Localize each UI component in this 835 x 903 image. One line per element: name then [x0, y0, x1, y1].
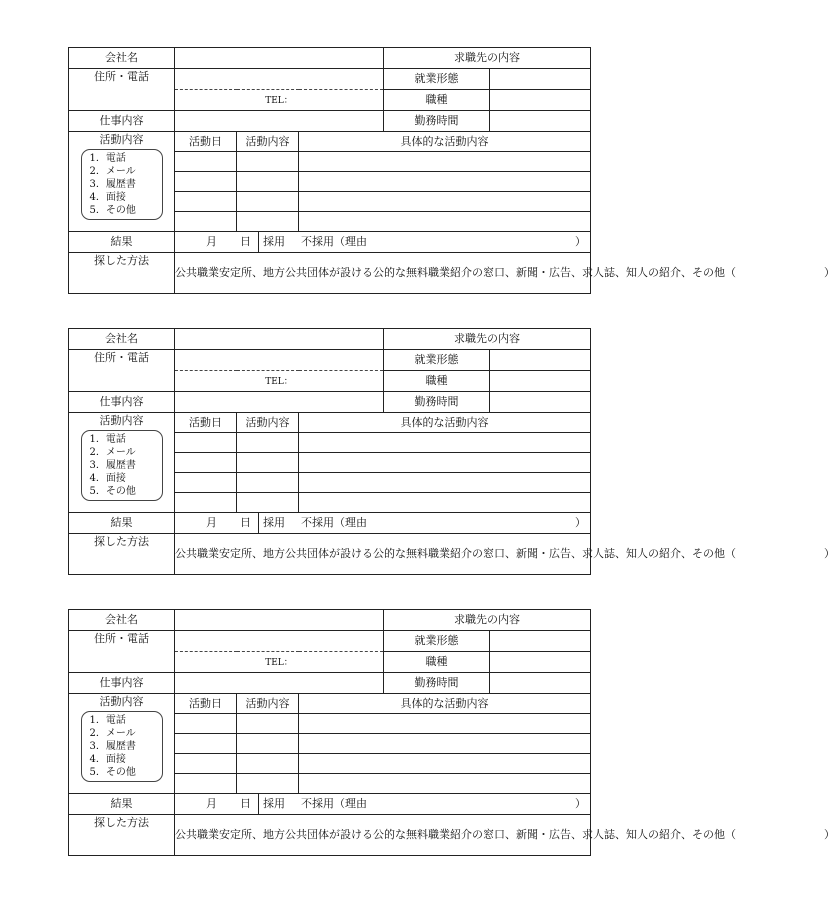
activity-detail-header: 具体的な活動内容 — [299, 694, 591, 714]
activity-date-cell[interactable] — [175, 453, 237, 473]
search-method-label: 探した方法 — [69, 534, 175, 575]
reason-close-paren: ） — [575, 516, 587, 529]
search-method-label: 探した方法 — [69, 815, 175, 856]
tel-label: TEL： — [265, 657, 293, 668]
reason-close-paren: ） — [575, 797, 587, 810]
activity-date-cell[interactable] — [175, 152, 237, 172]
result-field[interactable] — [175, 513, 591, 534]
activity-type-cell[interactable] — [237, 212, 299, 232]
employment-type-field[interactable] — [490, 69, 591, 90]
activity-detail-cell[interactable] — [299, 714, 591, 734]
not-adopted-option[interactable]: 不採用（理由 — [301, 235, 367, 248]
tel-label: TEL： — [265, 376, 293, 387]
activity-date-cell[interactable] — [175, 473, 237, 493]
result-field[interactable] — [175, 232, 591, 253]
activity-option-2: 2．メール — [89, 447, 136, 458]
company-name-field[interactable] — [175, 610, 384, 631]
company-name-field[interactable] — [175, 48, 384, 69]
job-content-header: 求職先の内容 — [384, 610, 591, 631]
activity-date-cell[interactable] — [175, 734, 237, 754]
activity-content-label: 活動内容 — [99, 133, 144, 146]
activity-content-col-header: 活動内容 — [237, 413, 299, 433]
job-content-header: 求職先の内容 — [384, 329, 591, 350]
activity-detail-cell[interactable] — [299, 493, 591, 513]
activity-detail-cell[interactable] — [299, 212, 591, 232]
employment-type-label: 就業形態 — [384, 350, 490, 371]
job-search-record-form-2 — [68, 328, 835, 575]
activity-option-1: 1．電話 — [89, 434, 126, 445]
job-type-field[interactable] — [490, 371, 591, 392]
adopted-option[interactable]: 採用 — [263, 516, 285, 529]
activity-option-2: 2．メール — [89, 166, 136, 177]
work-hours-label: 勤務時間 — [384, 392, 490, 413]
adopted-option[interactable]: 採用 — [263, 235, 285, 248]
job-type-field[interactable] — [490, 90, 591, 111]
work-hours-field[interactable] — [490, 111, 591, 132]
result-month-label: 月 — [206, 235, 217, 248]
adopted-option[interactable]: 採用 — [263, 797, 285, 810]
activity-type-cell[interactable] — [237, 754, 299, 774]
activity-detail-cell[interactable] — [299, 453, 591, 473]
employment-type-label: 就業形態 — [384, 69, 490, 90]
job-type-label: 職種 — [384, 90, 490, 111]
activity-option-4: 4．面接 — [89, 473, 126, 484]
address-field[interactable] — [175, 69, 384, 90]
activity-content-col-header: 活動内容 — [237, 694, 299, 714]
job-search-record-form-3 — [68, 609, 835, 856]
search-method-label: 探した方法 — [69, 253, 175, 294]
activity-date-header: 活動日 — [175, 413, 237, 433]
activity-options-list — [81, 149, 163, 220]
phone-field[interactable] — [175, 652, 384, 673]
activity-detail-cell[interactable] — [299, 473, 591, 493]
search-method-text: 公共職業安定所、地方公共団体が設ける公的な無料職業紹介の窓口、新聞・広告、求人誌、知人の紹介、その他（ ） — [175, 815, 591, 856]
company-name-label: 会社名 — [69, 610, 175, 631]
activity-date-header: 活動日 — [175, 132, 237, 152]
activity-option-3: 3．履歴書 — [89, 179, 136, 190]
activity-date-cell[interactable] — [175, 212, 237, 232]
activity-content-cell — [69, 413, 175, 513]
result-day-label: 日 — [240, 235, 251, 248]
work-content-field[interactable] — [175, 392, 384, 413]
activity-date-cell[interactable] — [175, 774, 237, 794]
activity-content-col-header: 活動内容 — [237, 132, 299, 152]
result-label: 結果 — [69, 232, 175, 253]
activity-date-cell[interactable] — [175, 192, 237, 212]
activity-option-1: 1．電話 — [89, 153, 126, 164]
activity-detail-cell[interactable] — [299, 433, 591, 453]
tel-label: TEL： — [265, 95, 293, 106]
result-day-label: 日 — [240, 797, 251, 810]
phone-field[interactable] — [175, 90, 384, 111]
address-phone-label: 住所・電話 — [69, 69, 175, 111]
activity-content-label: 活動内容 — [99, 695, 144, 708]
activity-type-cell[interactable] — [237, 734, 299, 754]
activity-date-cell[interactable] — [175, 433, 237, 453]
address-field[interactable] — [175, 631, 384, 652]
reason-close-paren: ） — [575, 235, 587, 248]
activity-detail-cell[interactable] — [299, 192, 591, 212]
result-day-label: 日 — [240, 516, 251, 529]
activity-detail-cell[interactable] — [299, 734, 591, 754]
result-label: 結果 — [69, 794, 175, 815]
activity-date-header: 活動日 — [175, 694, 237, 714]
work-content-field[interactable] — [175, 673, 384, 694]
search-method-text: 公共職業安定所、地方公共団体が設ける公的な無料職業紹介の窓口、新聞・広告、求人誌、知人の紹介、その他（ ） — [175, 253, 591, 294]
activity-option-5: 5．その他 — [89, 767, 136, 778]
work-hours-label: 勤務時間 — [384, 673, 490, 694]
activity-detail-header: 具体的な活動内容 — [299, 132, 591, 152]
address-phone-label: 住所・電話 — [69, 350, 175, 392]
activity-detail-cell[interactable] — [299, 774, 591, 794]
job-type-label: 職種 — [384, 652, 490, 673]
activity-option-4: 4．面接 — [89, 754, 126, 765]
not-adopted-option[interactable]: 不採用（理由 — [301, 797, 367, 810]
work-hours-field[interactable] — [490, 673, 591, 694]
activity-option-5: 5．その他 — [89, 205, 136, 216]
activity-type-cell[interactable] — [237, 714, 299, 734]
work-hours-field[interactable] — [490, 392, 591, 413]
result-label: 結果 — [69, 513, 175, 534]
activity-option-3: 3．履歴書 — [89, 741, 136, 752]
activity-type-cell[interactable] — [237, 172, 299, 192]
work-hours-label: 勤務時間 — [384, 111, 490, 132]
result-month-label: 月 — [206, 516, 217, 529]
activity-date-cell[interactable] — [175, 493, 237, 513]
not-adopted-option[interactable]: 不採用（理由 — [301, 516, 367, 529]
job-type-label: 職種 — [384, 371, 490, 392]
activity-option-3: 3．履歴書 — [89, 460, 136, 471]
address-phone-label: 住所・電話 — [69, 631, 175, 673]
activity-type-cell[interactable] — [237, 493, 299, 513]
activity-type-cell[interactable] — [237, 774, 299, 794]
company-name-field[interactable] — [175, 329, 384, 350]
activity-detail-header: 具体的な活動内容 — [299, 413, 591, 433]
activity-date-cell[interactable] — [175, 754, 237, 774]
company-name-label: 会社名 — [69, 48, 175, 69]
activity-type-cell[interactable] — [237, 192, 299, 212]
phone-field[interactable] — [175, 371, 384, 392]
activity-detail-cell[interactable] — [299, 754, 591, 774]
work-content-field[interactable] — [175, 111, 384, 132]
activity-content-cell — [69, 694, 175, 794]
employment-type-field[interactable] — [490, 350, 591, 371]
search-method-text: 公共職業安定所、地方公共団体が設ける公的な無料職業紹介の窓口、新聞・広告、求人誌、知人の紹介、その他（ ） — [175, 534, 591, 575]
activity-detail-cell[interactable] — [299, 172, 591, 192]
job-type-field[interactable] — [490, 652, 591, 673]
result-field[interactable] — [175, 794, 591, 815]
activity-option-2: 2．メール — [89, 728, 136, 739]
work-content-label: 仕事内容 — [69, 392, 175, 413]
result-month-label: 月 — [206, 797, 217, 810]
activity-content-cell — [69, 132, 175, 232]
activity-options-list — [81, 711, 163, 782]
company-name-label: 会社名 — [69, 329, 175, 350]
activity-option-4: 4．面接 — [89, 192, 126, 203]
address-field[interactable] — [175, 350, 384, 371]
activity-option-5: 5．その他 — [89, 486, 136, 497]
job-search-record-form-1 — [68, 47, 835, 294]
activity-date-cell[interactable] — [175, 714, 237, 734]
job-content-header: 求職先の内容 — [384, 48, 591, 69]
activity-type-cell[interactable] — [237, 473, 299, 493]
activity-date-cell[interactable] — [175, 172, 237, 192]
activity-type-cell[interactable] — [237, 152, 299, 172]
activity-type-cell[interactable] — [237, 453, 299, 473]
work-content-label: 仕事内容 — [69, 673, 175, 694]
activity-content-label: 活動内容 — [99, 414, 144, 427]
activity-detail-cell[interactable] — [299, 152, 591, 172]
employment-type-field[interactable] — [490, 631, 591, 652]
activity-option-1: 1．電話 — [89, 715, 126, 726]
activity-type-cell[interactable] — [237, 433, 299, 453]
employment-type-label: 就業形態 — [384, 631, 490, 652]
work-content-label: 仕事内容 — [69, 111, 175, 132]
activity-options-list — [81, 430, 163, 501]
